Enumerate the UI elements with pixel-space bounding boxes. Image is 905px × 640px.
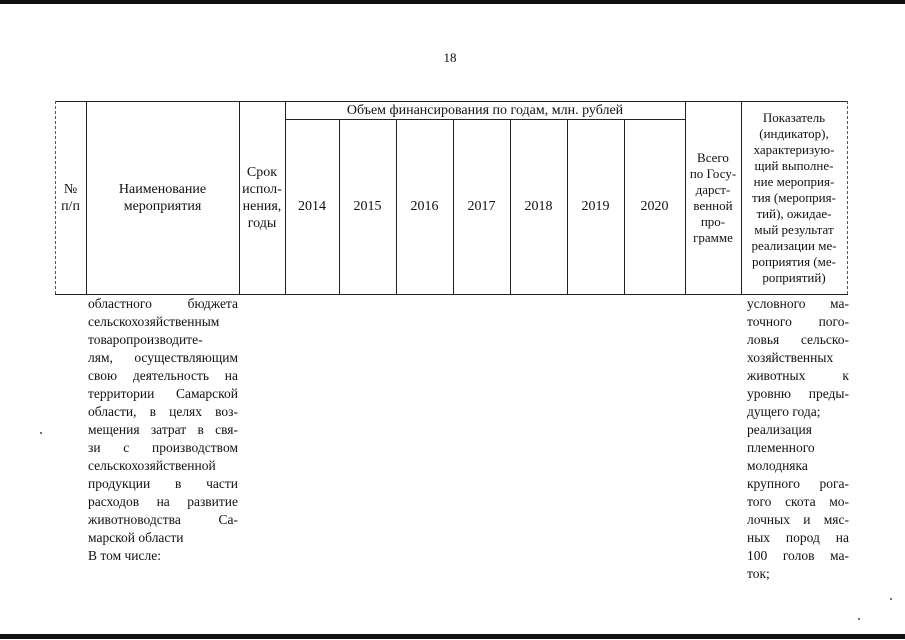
text-line: крупного рога-: [747, 476, 849, 491]
text-line: продукции в части: [88, 476, 238, 491]
text-line: дущего года;: [747, 404, 821, 419]
text-line: лям, осуществляющим: [88, 350, 238, 365]
scan-speck: [858, 618, 860, 620]
page-number: 18: [443, 50, 457, 65]
scan-speck: [40, 432, 42, 434]
text-line: ных пород на: [747, 530, 849, 545]
text-line: точного пого-: [747, 314, 849, 329]
text-line: 100 голов ма-: [747, 548, 849, 563]
text-line: животных к: [747, 368, 849, 383]
text-line: условного ма-: [747, 296, 849, 311]
text-line: областного бюджета: [88, 296, 238, 311]
text-line: реализация: [747, 422, 812, 437]
text-line: свою деятельность на: [88, 368, 238, 383]
text-line: лочных и мяс-: [747, 512, 849, 527]
text-line: сельскохозяйственным: [88, 314, 220, 329]
text-line: хозяйственных: [747, 350, 834, 365]
bottom-border: [0, 634, 905, 639]
text-line: ловья сельско-: [747, 332, 849, 347]
header-term: Срок испол- нения, годы: [242, 164, 282, 231]
text-line: В том числе:: [88, 548, 161, 563]
top-border: [0, 0, 905, 4]
text-line: сельскохозяйственной: [88, 458, 216, 473]
text-line: племенного: [747, 440, 815, 455]
row-indicator-text: [747, 295, 849, 583]
text-line: территории Самарской: [88, 386, 238, 401]
text-line: области, в целях воз-: [88, 404, 238, 419]
text-line: зи с производством: [88, 440, 238, 455]
scan-speck: [890, 598, 892, 600]
text-line: уровню преды-: [747, 386, 849, 401]
header-indicator: Показатель (индикатор), характеризую- щий выполне- ние мероприя- тия (мероприя- тий), ожидае- мый результат реализации ме- роприятия (ме- роприятий): [751, 109, 837, 285]
text-line: животноводства Са-: [88, 512, 238, 527]
header-year: 2017: [467, 199, 496, 214]
text-line: того скота мо-: [747, 494, 849, 509]
text-line: мещения затрат в свя-: [88, 422, 238, 437]
header-year: 2018: [524, 199, 553, 214]
text-line: товаропроизводите-: [88, 332, 203, 347]
header-number: № п/п: [61, 181, 80, 214]
header-year: 2020: [640, 199, 669, 214]
text-line: марской области: [88, 530, 184, 545]
text-line: расходов на развитие: [88, 494, 238, 509]
header-total: Всего по Госу- дарст- венной про- грамме: [689, 149, 737, 245]
header-year: 2016: [410, 199, 439, 214]
header-year: 2015: [353, 199, 382, 214]
row-name-text: [88, 295, 238, 565]
text-line: ток;: [747, 566, 770, 581]
text-line: молодняка: [747, 458, 808, 473]
header-year: 2019: [581, 199, 610, 214]
header-name: Наименование мероприятия: [118, 181, 207, 214]
header-year: 2014: [298, 199, 326, 214]
header-financing-title: Объем финансирования по годам, млн. рублей: [346, 102, 624, 118]
